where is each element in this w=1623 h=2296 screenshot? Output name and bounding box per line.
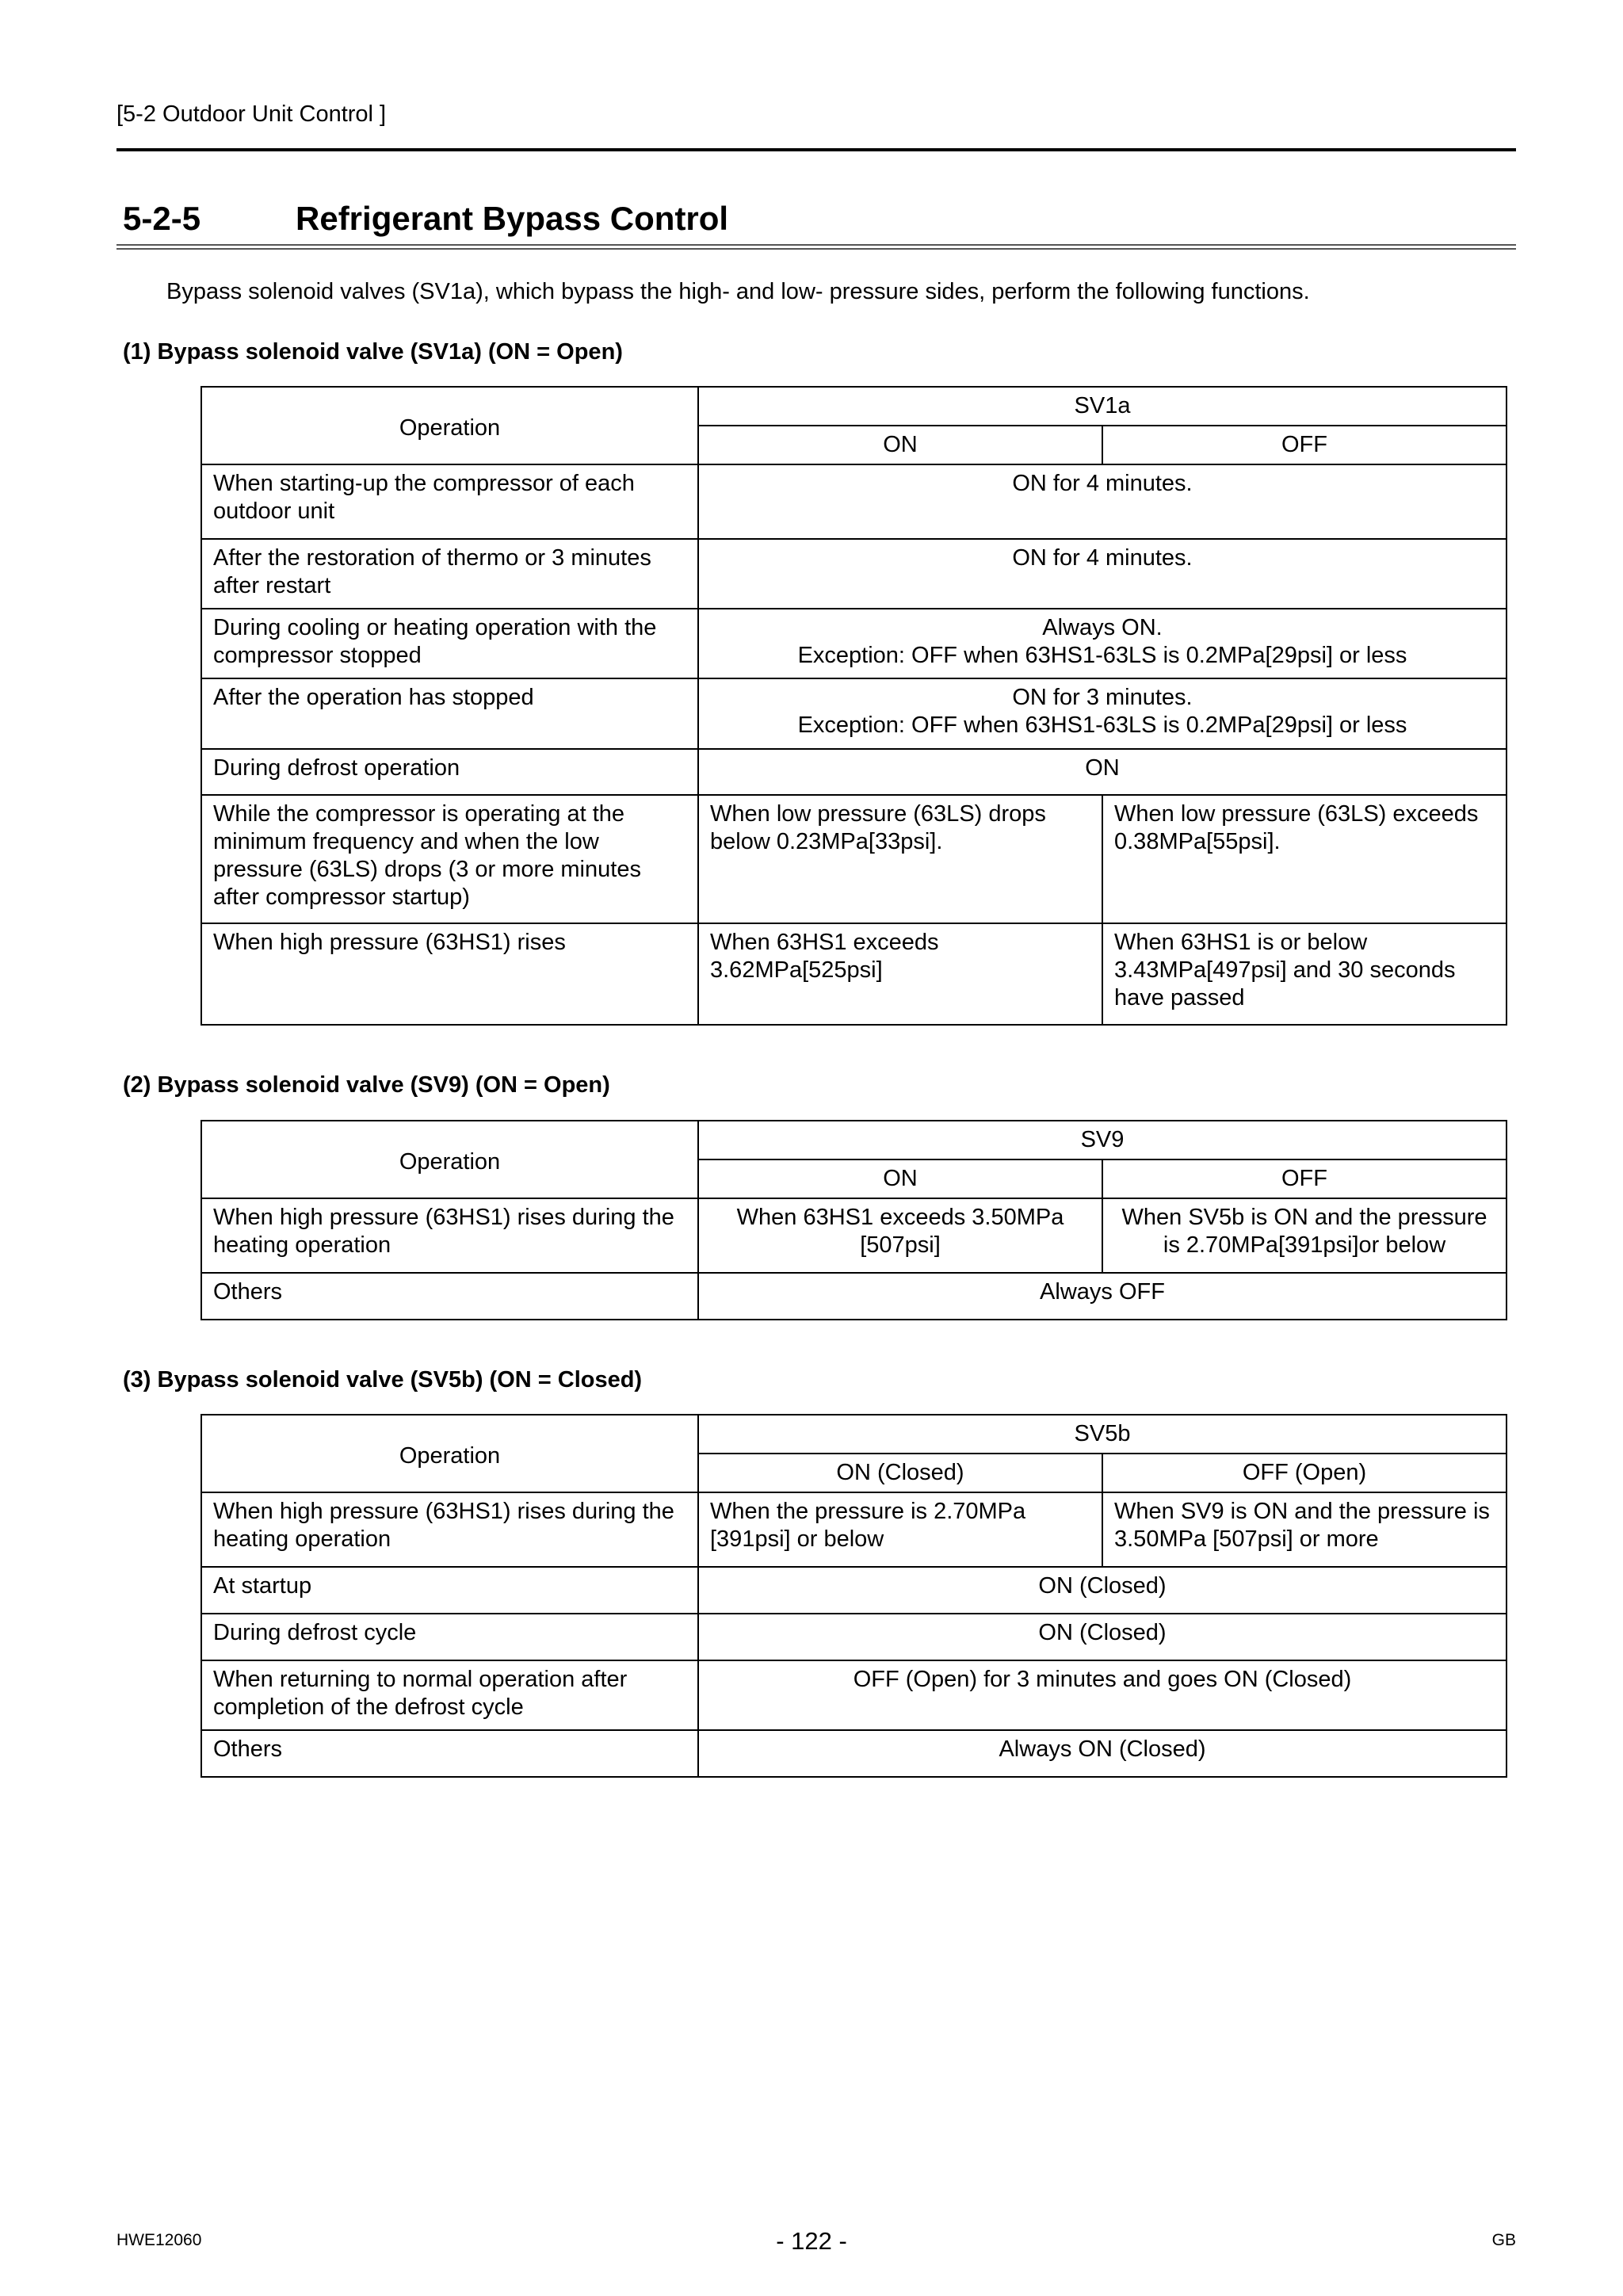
col-header-off: OFF xyxy=(1102,426,1507,464)
row-on-condition: When 63HS1 exceeds 3.50MPa [507psi] xyxy=(698,1198,1102,1273)
header-rule xyxy=(116,148,1516,151)
intro-paragraph: Bypass solenoid valves (SV1a), which bypass the high- and low- pressure sides, perform the following functions. xyxy=(166,279,1310,304)
col-header-valve: SV1a xyxy=(698,387,1507,426)
row-value-line2: Exception: OFF when 63HS1-63LS is 0.2MPa[29psi] or less xyxy=(797,643,1407,668)
row-on-condition: When low pressure (63LS) drops below 0.23MPa[33psi]. xyxy=(698,795,1102,923)
row-operation: When starting-up the compressor of each outdoor unit xyxy=(201,464,698,539)
row-operation: When high pressure (63HS1) rises xyxy=(201,923,698,1025)
row-value-line1: Always ON. xyxy=(1042,615,1163,640)
row-on-condition: When 63HS1 exceeds 3.62MPa[525psi] xyxy=(698,923,1102,1025)
row-value xyxy=(698,609,1507,678)
row-value-line2: Exception: OFF when 63HS1-63LS is 0.2MPa[29psi] or less xyxy=(797,712,1407,738)
section-number: 5-2-5 xyxy=(123,200,201,237)
row-value: ON for 4 minutes. xyxy=(698,464,1507,539)
region-code: GB xyxy=(1491,2231,1516,2249)
row-value: OFF (Open) for 3 minutes and goes ON (Closed) xyxy=(698,1660,1507,1730)
row-operation: When returning to normal operation after completion of the defrost cycle xyxy=(201,1660,698,1730)
row-off-condition: When low pressure (63LS) exceeds 0.38MPa[55psi]. xyxy=(1102,795,1507,923)
table-row xyxy=(201,1730,1507,1777)
row-operation: After the restoration of thermo or 3 minutes after restart xyxy=(201,539,698,609)
row-value: Always ON (Closed) xyxy=(698,1730,1507,1777)
row-operation: During defrost operation xyxy=(201,749,698,795)
table-row xyxy=(201,464,1507,539)
row-operation: After the operation has stopped xyxy=(201,678,698,749)
table-row xyxy=(201,678,1507,749)
row-value-line1: ON for 3 minutes. xyxy=(1012,685,1193,710)
table-row xyxy=(201,539,1507,609)
row-off-condition: When 63HS1 is or below 3.43MPa[497psi] and 30 seconds have passed xyxy=(1102,923,1507,1025)
table-row xyxy=(201,1614,1507,1660)
row-value: ON xyxy=(698,749,1507,795)
table-row xyxy=(201,609,1507,678)
row-value xyxy=(698,678,1507,749)
row-operation: Others xyxy=(201,1730,698,1777)
breadcrumb: [5-2 Outdoor Unit Control ] xyxy=(116,101,387,127)
section-rule xyxy=(116,244,1516,250)
col-header-operation: Operation xyxy=(201,1121,698,1198)
table2-heading: (2) Bypass solenoid valve (SV9) (ON = Open) xyxy=(123,1072,610,1098)
table-row xyxy=(201,1492,1507,1567)
row-operation: During cooling or heating operation with the compressor stopped xyxy=(201,609,698,678)
section-title: Refrigerant Bypass Control xyxy=(296,200,729,237)
row-operation: Others xyxy=(201,1273,698,1320)
sv1a-table xyxy=(200,386,1507,1026)
row-operation: At startup xyxy=(201,1567,698,1614)
table-row xyxy=(201,749,1507,795)
page-number: - 122 - xyxy=(776,2227,847,2255)
sv9-table xyxy=(200,1120,1507,1320)
row-operation: When high pressure (63HS1) rises during the heating operation xyxy=(201,1492,698,1567)
table-row xyxy=(201,795,1507,923)
row-off-condition: When SV5b is ON and the pressure is 2.70MPa[391psi]or below xyxy=(1102,1198,1507,1273)
row-value: ON for 4 minutes. xyxy=(698,539,1507,609)
col-header-on: ON (Closed) xyxy=(698,1454,1102,1492)
row-off-condition: When SV9 is ON and the pressure is 3.50MPa [507psi] or more xyxy=(1102,1492,1507,1567)
table-row xyxy=(201,923,1507,1025)
doc-code: HWE12060 xyxy=(116,2231,202,2249)
table-row xyxy=(201,1567,1507,1614)
row-operation: While the compressor is operating at the minimum frequency and when the low pressure (63LS) drops (3 or more minutes after compressor startup) xyxy=(201,795,698,923)
table-row xyxy=(201,1198,1507,1273)
col-header-off: OFF (Open) xyxy=(1102,1454,1507,1492)
col-header-operation: Operation xyxy=(201,387,698,464)
col-header-off: OFF xyxy=(1102,1159,1507,1198)
row-value: ON (Closed) xyxy=(698,1614,1507,1660)
col-header-on: ON xyxy=(698,426,1102,464)
table3-heading: (3) Bypass solenoid valve (SV5b) (ON = Closed) xyxy=(123,1367,643,1392)
table1-heading: (1) Bypass solenoid valve (SV1a) (ON = Open) xyxy=(123,339,623,365)
row-operation: When high pressure (63HS1) rises during the heating operation xyxy=(201,1198,698,1273)
row-on-condition: When the pressure is 2.70MPa [391psi] or below xyxy=(698,1492,1102,1567)
col-header-on: ON xyxy=(698,1159,1102,1198)
row-value: ON (Closed) xyxy=(698,1567,1507,1614)
col-header-valve: SV5b xyxy=(698,1415,1507,1454)
sv5b-table xyxy=(200,1414,1507,1778)
table-row xyxy=(201,1660,1507,1730)
table-row xyxy=(201,1273,1507,1320)
col-header-valve: SV9 xyxy=(698,1121,1507,1159)
col-header-operation: Operation xyxy=(201,1415,698,1492)
row-operation: During defrost cycle xyxy=(201,1614,698,1660)
row-value: Always OFF xyxy=(698,1273,1507,1320)
